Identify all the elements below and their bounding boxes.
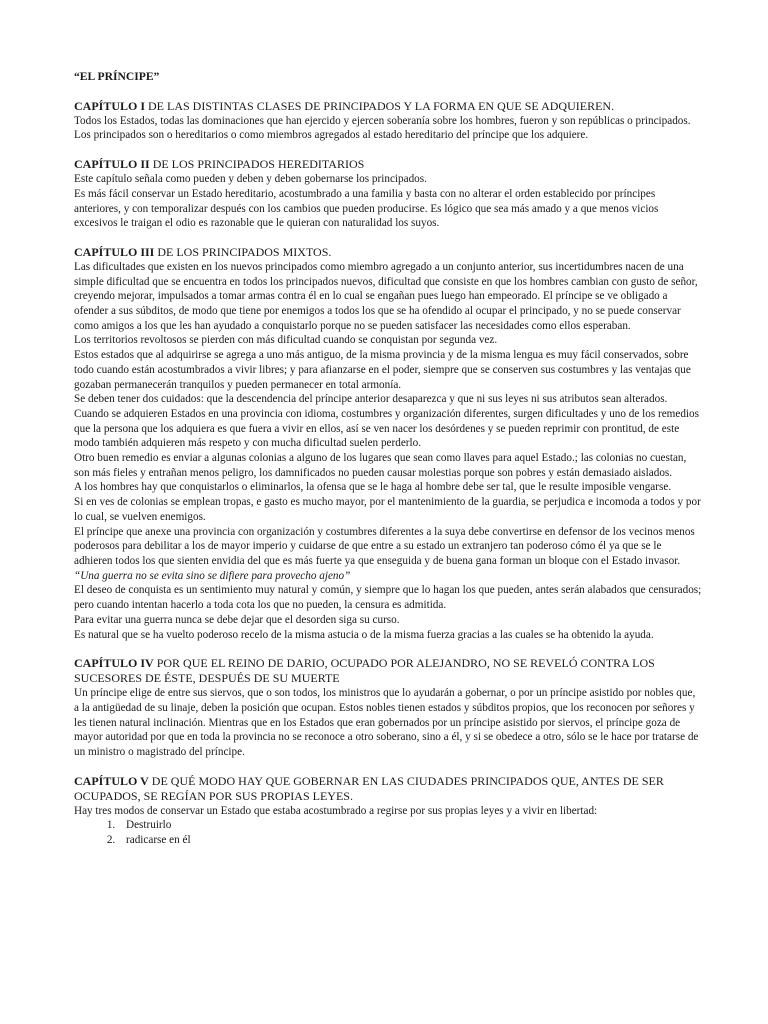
paragraph: El deseo de conquista es un sentimiento muy natural y común, y siempre que lo hagan los que pueden, antes serán alabados que censurados; pero cuando intentan hacerlo a toda cota los que no pueden, la censura es admitida. [74, 584, 702, 612]
chapter-label: CAPÍTULO III [74, 244, 155, 259]
chapter-heading [74, 774, 702, 804]
chapter-heading [74, 656, 702, 686]
list-item: 1. Destruirlo [118, 818, 702, 833]
chapter-title: DE QUÉ MODO HAY QUE GOBERNAR EN LAS CIUDADES PRINCIPADOS QUE, ANTES DE SER OCUPADOS, SE REGÍAN POR SUS PROPIAS LEYES. [74, 773, 664, 803]
chapter-label: CAPÍTULO I [74, 98, 146, 113]
chapter-1 [74, 99, 702, 143]
chapter-3 [74, 245, 702, 642]
paragraph: El príncipe que anexe una provincia con organización y costumbres diferentes a la suya debe convertirse en defensor de los vecinos menos poderosos para debilitar a los de mayor imperio y cuidarse de que entre a su estado un extranjero tan poderoso cómo él ya que se le adhieren todos los que sienten envidia del que es más fuerte ya que enseguida y de buena gana forman un bloque con el Estado invasor. [74, 525, 695, 567]
chapter-2 [74, 157, 702, 231]
paragraph: Se deben tener dos cuidados: que la descendencia del príncipe anterior desaparezca y que ni sus leyes ni sus atributos sean alterados. [74, 393, 668, 406]
document-title: “EL PRÍNCIPE” [74, 70, 160, 83]
paragraph: Un príncipe elige de entre sus siervos, que o son todos, los ministros que lo ayudarán a gobernar, o por un príncipe asistido por nobles que, a la antigüedad de su linaje, deben la posición que ocupan. Estos nobles tienen estados y súbditos propios, que los reconocen por señores y les tienen natural inclinación. Mientras que en los Estados que eran gobernados por un príncipe asistido por siervos, el príncipe goza de mayor autoridad por que en toda la provincia no se reconoce a otro soberano, sino a él, y si se obedece a otro, sólo se le hace por tratarse de un ministro o magistrado del príncipe. [74, 687, 699, 759]
paragraph: Otro buen remedio es enviar a algunas colonias a alguno de los lugares que sean como llaves para aquel Estado.; las colonias no cuestan, son más fieles y entrañan menos peligro, los damnificados no pueden causar molestias porque son pobres y están demasiado aislados. [74, 452, 687, 479]
chapter-title: DE LOS PRINCIPADOS HEREDITARIOS [149, 157, 365, 172]
paragraph: Todos los Estados, todas las dominaciones que han ejercido y ejercen soberanía sobre los hombres, fueron y son repúblicas o principados. Los principados son o hereditarios o como miembros agregados al estado hereditario del príncipe que los adquiere. [74, 114, 691, 142]
paragraph: Los territorios revoltosos se pierden con más dificultad cuando se conquistan por segunda vez. [74, 334, 498, 347]
chapter-title: DE LAS DISTINTAS CLASES DE PRINCIPADOS Y LA FORMA EN QUE SE ADQUIEREN. [145, 98, 615, 113]
chapter-title: POR QUE EL REINO DE DARIO, OCUPADO POR ALEJANDRO, NO SE REVELÓ CONTRA LOS SUCESORES DE ÉSTE, DESPUÉS DE SU MUERTE [74, 656, 655, 686]
paragraph: Este capítulo señala como pueden y deben y deben gobernarse los principados. [74, 173, 427, 186]
paragraph: Si en ves de colonias se emplean tropas, e gasto es mucho mayor, por el mantenimiento de la guardia, se perjudica e incomoda a todos y por lo cual, se vuelven enemigos. [74, 496, 701, 523]
paragraph: Hay tres modos de conservar un Estado que estaba acostumbrado a regirse por sus propias leyes y a vivir en libertad: [74, 804, 598, 817]
paragraph: Las dificultades que existen en los nuevos principados como miembro agregado a un conjunto anterior, sus incertidumbres nacen de una simple dificultad que se encuentra en todos los principados nuevos, dificultad que consiste en que los hombres cambian con gusto de señor, creyendo mejorar, impulsados a tomar armas contra él en lo cual se engañan pues luego han empeorado. El príncipe se ve obligado a ofender a sus súbditos, de modo que tiene por enemigos a todos los que se ha ofendido al ocupar el principado, y no se puede conservar como amigos a los que les han ayudado a conquistarlo porque no se pueden satisfacer las necesidades como ellos esperaban. [74, 260, 698, 332]
chapter-5 [74, 774, 702, 848]
chapter-heading [74, 157, 702, 172]
list-item: 2. radicarse en él [118, 833, 702, 848]
paragraph: Cuando se adquieren Estados en una provincia con idioma, costumbres y organización diferentes, surgen dificultades y uno de los remedios que la persona que los adquiera es que fuera a vivir en ellos, así se ven nacer los desórdenes y se pueden reprimir con prontitud, de este modo también adquieren más respeto y con mucha dificultad suelen perderlo. [74, 407, 699, 450]
document-page [74, 70, 702, 862]
chapter-heading [74, 99, 702, 114]
quote: “Una guerra no se evita sino se difiere para provecho ajeno” [74, 569, 351, 582]
chapter-label: CAPÍTULO V [74, 773, 149, 788]
paragraph: Es más fácil conservar un Estado hereditario, acostumbrado a una familia y basta con no alterar el orden establecido por príncipes anteriores, y con temporalizar después con los cambios que pueden producirse. Es lógico que sea más amado y a que menos vicios excesivos le traigan el odio es razonable que le quieran con naturalidad los suyos. [74, 187, 659, 230]
numbered-list [74, 818, 702, 847]
paragraph: A los hombres hay que conquistarlos o eliminarlos, la ofensa que se le haga al hombre debe ser tal, que le resulte imposible vengarse. [74, 481, 672, 494]
chapter-heading [74, 245, 702, 260]
chapter-label: CAPÍTULO II [74, 157, 150, 172]
chapter-4 [74, 656, 702, 760]
paragraph: Estos estados que al adquirirse se agrega a uno más antiguo, de la misma provincia y de la misma lengua es muy fácil conservados, sobre todo cuando están acostumbrados a vivir libres; y para afianzarse en el poder, siempre que se conserven sus costumbres y las ventajas que gozaban permanecerán tranquilos y pueden permanecer en total armonía. [74, 349, 691, 391]
chapter-label: CAPÍTULO IV [74, 656, 154, 671]
paragraph: Para evitar una guerra nunca se debe dejar que el desorden siga su curso. [74, 613, 400, 626]
paragraph: Es natural que se ha vuelto poderoso recelo de la misma astucia o de la misma fuerza gracias a las cuales se ha obtenido la ayuda. [74, 628, 654, 641]
chapter-title: DE LOS PRINCIPADOS MIXTOS. [154, 244, 332, 259]
